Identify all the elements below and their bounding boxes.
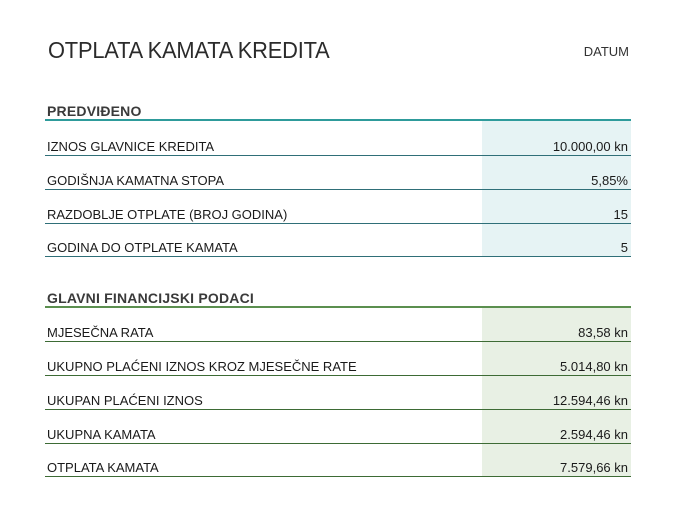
page-title: OTPLATA KAMATA KREDITA — [48, 37, 330, 63]
row-label: UKUPNA KAMATA — [47, 427, 156, 442]
row-divider — [45, 341, 631, 342]
row-label: IZNOS GLAVNICE KREDITA — [47, 139, 215, 154]
row-divider — [45, 256, 631, 257]
row-divider — [45, 409, 631, 410]
row-label: MJESEČNA RATA — [47, 325, 154, 340]
section-title-predvideno: PREDVIĐENO — [47, 103, 142, 119]
row-value: 7.579,66 kn — [560, 460, 628, 475]
table-row — [45, 231, 631, 264]
table-row — [45, 350, 631, 383]
row-label: RAZDOBLJE OTPLATE (BROJ GODINA) — [47, 207, 288, 222]
row-divider — [45, 189, 631, 190]
table-row — [45, 316, 631, 349]
row-divider — [45, 375, 631, 376]
table-row — [45, 418, 631, 451]
row-divider — [45, 223, 631, 224]
table-row — [45, 198, 631, 231]
row-label: GODINA DO OTPLATE KAMATA — [47, 240, 238, 255]
row-value: 12.594,46 kn — [552, 393, 628, 408]
row-divider — [45, 476, 631, 477]
row-value: 5.014,80 kn — [560, 359, 628, 374]
date-label: DATUM — [583, 44, 629, 59]
table-row — [45, 164, 631, 197]
row-value[interactable]: 10.000,00 kn — [552, 139, 628, 154]
table-row — [45, 130, 631, 163]
row-value[interactable]: 5,85% — [591, 173, 628, 188]
table-row — [45, 384, 631, 417]
row-divider — [45, 443, 631, 444]
section-title-glavni: GLAVNI FINANCIJSKI PODACI — [47, 290, 254, 306]
row-divider — [45, 155, 631, 156]
row-value: 2.594,46 kn — [560, 427, 628, 442]
row-label: UKUPAN PLAĆENI IZNOS — [47, 393, 203, 408]
row-label: UKUPNO PLAĆENI IZNOS KROZ MJESEČNE RATE — [47, 359, 357, 374]
row-label: GODIŠNJA KAMATNA STOPA — [47, 173, 224, 188]
row-value[interactable]: 5 — [620, 240, 628, 255]
table-row — [45, 451, 631, 484]
row-value[interactable]: 15 — [613, 207, 628, 222]
row-label: OTPLATA KAMATA — [47, 460, 159, 475]
row-value: 83,58 kn — [578, 325, 628, 340]
